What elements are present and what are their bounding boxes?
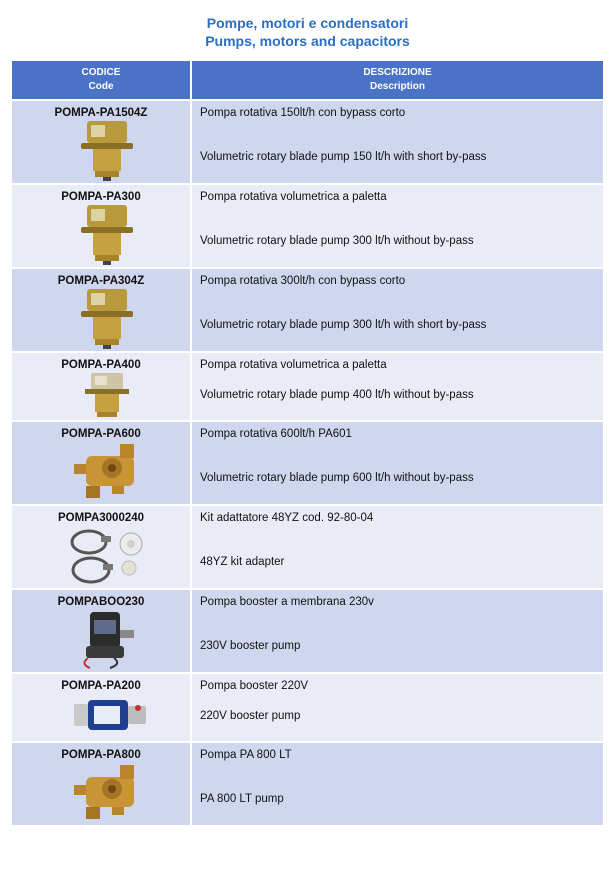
desc-header-it: DESCRIZIONE: [363, 67, 432, 78]
table-row: [12, 183, 603, 267]
description-italian: Pompa rotativa 600lt/h PA601: [200, 428, 352, 440]
product-code: POMPA-PA300: [61, 191, 141, 203]
brass-pump-image: [67, 371, 147, 419]
description-italian: Pompa rotativa 300lt/h con bypass corto: [200, 275, 406, 287]
description-english: Volumetric rotary blade pump 300 lt/h with short by-pass: [200, 319, 487, 331]
code-column-header: [12, 61, 192, 99]
product-code: POMPA-PA1504Z: [54, 107, 148, 119]
description-english: Volumetric rotary blade pump 300 lt/h without by-pass: [200, 235, 474, 247]
code-header-en: Code: [88, 81, 114, 92]
product-code: POMPA-PA304Z: [57, 275, 145, 287]
description-italian: Pompa PA 800 LT: [200, 749, 292, 761]
product-code: POMPA-PA200: [61, 680, 141, 692]
table-header: [12, 61, 603, 99]
description-english: Volumetric rotary blade pump 400 lt/h without by-pass: [200, 389, 474, 401]
brass-rotary-pump-image: [72, 442, 152, 502]
brass-pump-image: [67, 119, 147, 181]
page-title: [0, 14, 615, 50]
description-italian: Pompa rotativa volumetrica a paletta: [200, 359, 387, 371]
description-column-header: [192, 61, 603, 99]
table-row: [12, 504, 603, 588]
table-row: [12, 420, 603, 504]
product-table: [12, 61, 603, 825]
table-row: [12, 351, 603, 420]
product-code: POMPABOO230: [57, 596, 145, 608]
table-row: [12, 741, 603, 825]
description-italian: Pompa rotativa 150lt/h con bypass corto: [200, 107, 406, 119]
product-code: POMPA3000240: [57, 512, 145, 524]
description-english: Volumetric rotary blade pump 600 lt/h without by-pass: [200, 472, 474, 484]
code-header-it: CODICE: [81, 67, 121, 78]
table-row: [12, 99, 603, 183]
description-italian: Kit adattatore 48YZ cod. 92-80-04: [200, 512, 374, 524]
brass-rotary-pump-image: [72, 763, 152, 823]
title-italian: Pompe, motori e condensatori: [206, 15, 409, 31]
table-row: [12, 672, 603, 741]
table-row: [12, 267, 603, 351]
description-english: 230V booster pump: [200, 640, 301, 652]
description-english: Volumetric rotary blade pump 150 lt/h with short by-pass: [200, 151, 487, 163]
product-code: POMPA-PA400: [61, 359, 141, 371]
description-italian: Pompa rotativa volumetrica a paletta: [200, 191, 387, 203]
booster-pump-image: [72, 696, 152, 736]
product-code: POMPA-PA800: [61, 749, 141, 761]
description-english: 220V booster pump: [200, 710, 301, 722]
table-row: [12, 588, 603, 672]
description-italian: Pompa booster a membrana 230v: [200, 596, 374, 608]
title-english: Pumps, motors and capacitors: [205, 33, 410, 49]
brass-pump-image: [67, 287, 147, 349]
description-english: PA 800 LT pump: [200, 793, 284, 805]
description-italian: Pompa booster 220V: [200, 680, 309, 692]
booster-pump-image: [74, 610, 154, 670]
product-code: POMPA-PA600: [61, 428, 141, 440]
brass-pump-image: [67, 203, 147, 265]
desc-header-en: Description: [369, 81, 425, 92]
clamp-kit-image: [67, 524, 147, 586]
description-english: 48YZ kit adapter: [200, 556, 285, 568]
